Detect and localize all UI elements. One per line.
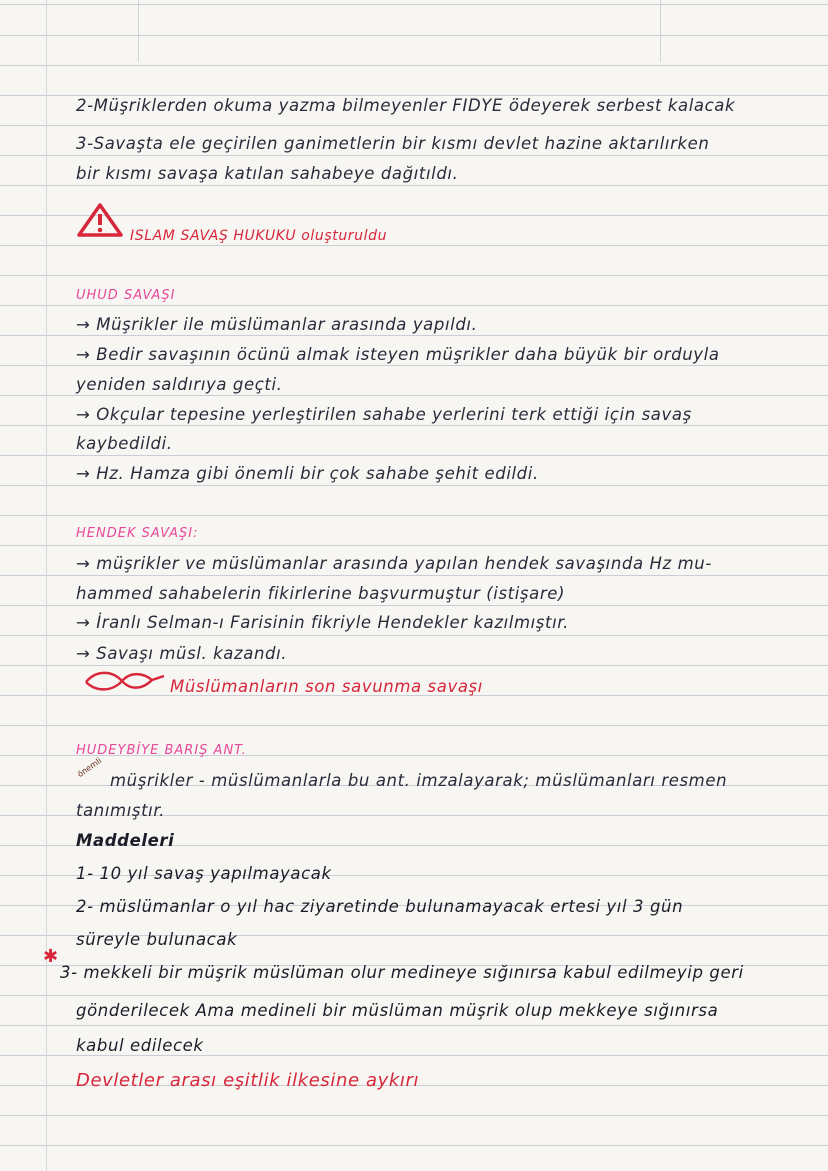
text-line: 3- mekkeli bir müşrik müslüman olur medineye sığınırsa kabul edilmeyip geri <box>60 963 744 982</box>
text-line: yeniden saldırıya geçti. <box>76 375 283 394</box>
text-line: 2- müslümanlar o yıl hac ziyaretinde bulunamayacak ertesi yıl 3 gün <box>76 897 684 916</box>
star-icon: ✱ <box>43 946 59 967</box>
text-line: kaybedildi. <box>76 434 173 453</box>
text-line: hammed sahabelerin fikirlerine başvurmuştur (istişare) <box>76 584 565 603</box>
text-line: kabul edilecek <box>76 1036 204 1055</box>
section-heading-hudeybiye: HUDEYBİYE BARIŞ ANT. <box>76 743 247 758</box>
text-line: → İranlı Selman-ı Farisinin fikriyle Hendekler kazılmıştır. <box>76 613 569 632</box>
subheading-maddeleri: Maddeleri <box>76 831 175 850</box>
text-line: tanımıştır. <box>76 801 166 820</box>
text-line: 2-Müşriklerden okuma yazma bilmeyenler FIDYE ödeyerek serbest kalacak <box>76 96 736 115</box>
header-box-left <box>0 0 139 62</box>
text-line: süreyle bulunacak <box>76 930 238 949</box>
header-box-right <box>660 0 828 62</box>
text-line: → Hz. Hamza gibi önemli bir çok sahabe şehit edildi. <box>76 464 539 483</box>
red-note: Müslümanların son savunma savaşı <box>170 677 483 696</box>
text-line: gönderilecek Ama medineli bir müslüman müşrik olup mekkeye sığınırsa <box>76 1001 719 1020</box>
section-heading-hendek: HENDEK SAVAŞI: <box>76 526 199 541</box>
text-line: → Müşrikler ile müslümanlar arasında yapıldı. <box>76 315 478 334</box>
red-note: Devletler arası eşitlik ilkesine aykırı <box>76 1070 420 1091</box>
section-heading-uhud: UHUD SAVAŞI <box>76 288 176 303</box>
text-line: müşrikler - müslümanlarla bu ant. imzalayarak; müslümanları resmen <box>110 771 728 790</box>
text-line: → Okçular tepesine yerleştirilen sahabe yerlerini terk ettiği için savaş <box>76 405 692 424</box>
arrow-doodle-icon <box>82 668 168 694</box>
text-line: → Savaşı müsl. kazandı. <box>76 644 288 663</box>
text-line: → müşrikler ve müslümanlar arasında yapılan hendek savaşında Hz mu- <box>76 554 712 573</box>
onemli-stamp: önemli <box>75 756 104 779</box>
red-note: ISLAM SAVAŞ HUKUKU oluşturuldu <box>130 228 388 244</box>
text-line: 3-Savaşta ele geçirilen ganimetlerin bir kısmı devlet hazine aktarılırken <box>76 134 710 153</box>
margin-line <box>46 0 47 1171</box>
text-line: → Bedir savaşının öcünü almak isteyen müşrikler daha büyük bir orduyla <box>76 345 720 364</box>
text-line: 1- 10 yıl savaş yapılmayacak <box>76 864 332 883</box>
warning-icon <box>76 202 124 238</box>
text-line: bir kısmı savaşa katılan sahabeye dağıtıldı. <box>76 164 459 183</box>
